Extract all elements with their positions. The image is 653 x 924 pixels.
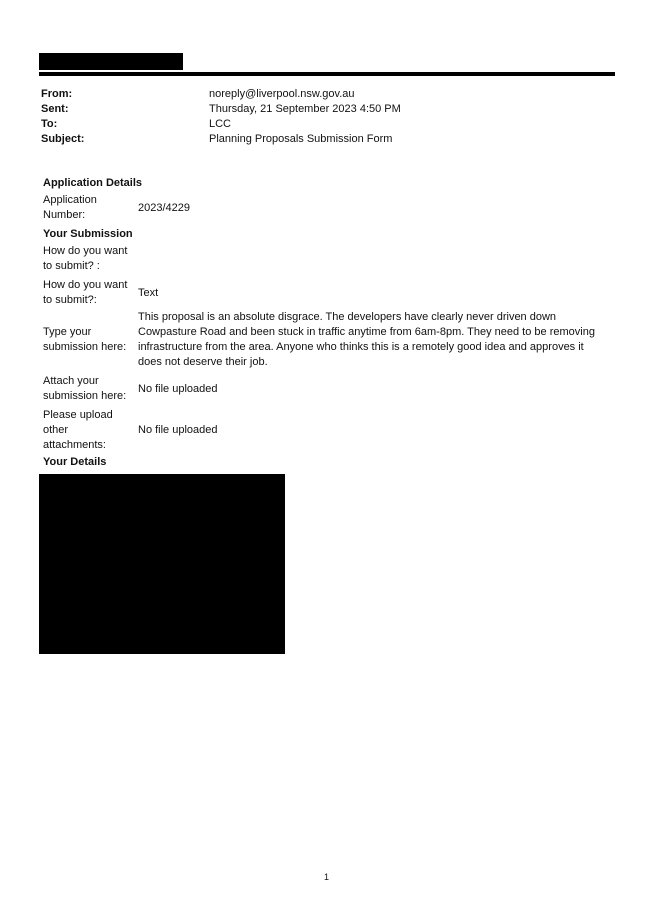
how-submit-label-1: How do you want to submit? : (43, 245, 128, 272)
to-row (41, 117, 601, 132)
how-submit-row-1 (43, 244, 609, 274)
sent-value: Thursday, 21 September 2023 4:50 PM (209, 103, 401, 115)
other-attachments-row (43, 408, 609, 453)
your-details-heading: Your Details (43, 456, 107, 468)
attach-submission-row (43, 374, 609, 404)
type-submission-row (43, 310, 609, 370)
how-submit-row-2 (43, 278, 609, 308)
redacted-details-block (39, 474, 285, 654)
header-divider (39, 72, 615, 76)
type-submission-value: This proposal is an absolute disgrace. The developers have clearly never driven down Cowpasture Road and been stuck in traffic anytime from 6am-8pm. They need to be removing infrastructure from the area. Anyone who thinks this is a remotely good idea and approves it does not deserve their job. (138, 311, 595, 368)
attach-submission-label: Attach your submission here: (43, 375, 127, 402)
email-header (41, 87, 601, 147)
subject-row (41, 132, 601, 147)
page-number: 1 (323, 872, 329, 882)
subject-value: Planning Proposals Submission Form (209, 133, 393, 145)
redacted-sender-block (39, 53, 183, 70)
to-label: To: (41, 118, 58, 130)
type-submission-label: Type your submission here: (43, 326, 127, 353)
from-value: noreply@liverpool.nsw.gov.au (209, 88, 355, 100)
application-number-value: 2023/4229 (138, 201, 190, 214)
your-submission-heading: Your Submission (43, 228, 133, 240)
how-submit-label-2: How do you want to submit?: (43, 279, 128, 306)
subject-label: Subject: (41, 133, 85, 145)
sent-label: Sent: (41, 103, 69, 115)
sent-row (41, 102, 601, 117)
how-submit-value-2: Text (138, 286, 159, 299)
application-details-heading: Application Details (43, 177, 143, 189)
application-number-label: Application Number: (43, 194, 97, 221)
other-attachments-label: Please upload other attachments: (43, 409, 113, 451)
application-number-row (43, 193, 609, 223)
other-attachments-value: No file uploaded (138, 424, 218, 436)
to-value: LCC (209, 118, 232, 130)
attach-submission-value: No file uploaded (138, 382, 218, 395)
from-row (41, 87, 601, 102)
from-label: From: (41, 88, 73, 100)
form-body (43, 176, 609, 472)
